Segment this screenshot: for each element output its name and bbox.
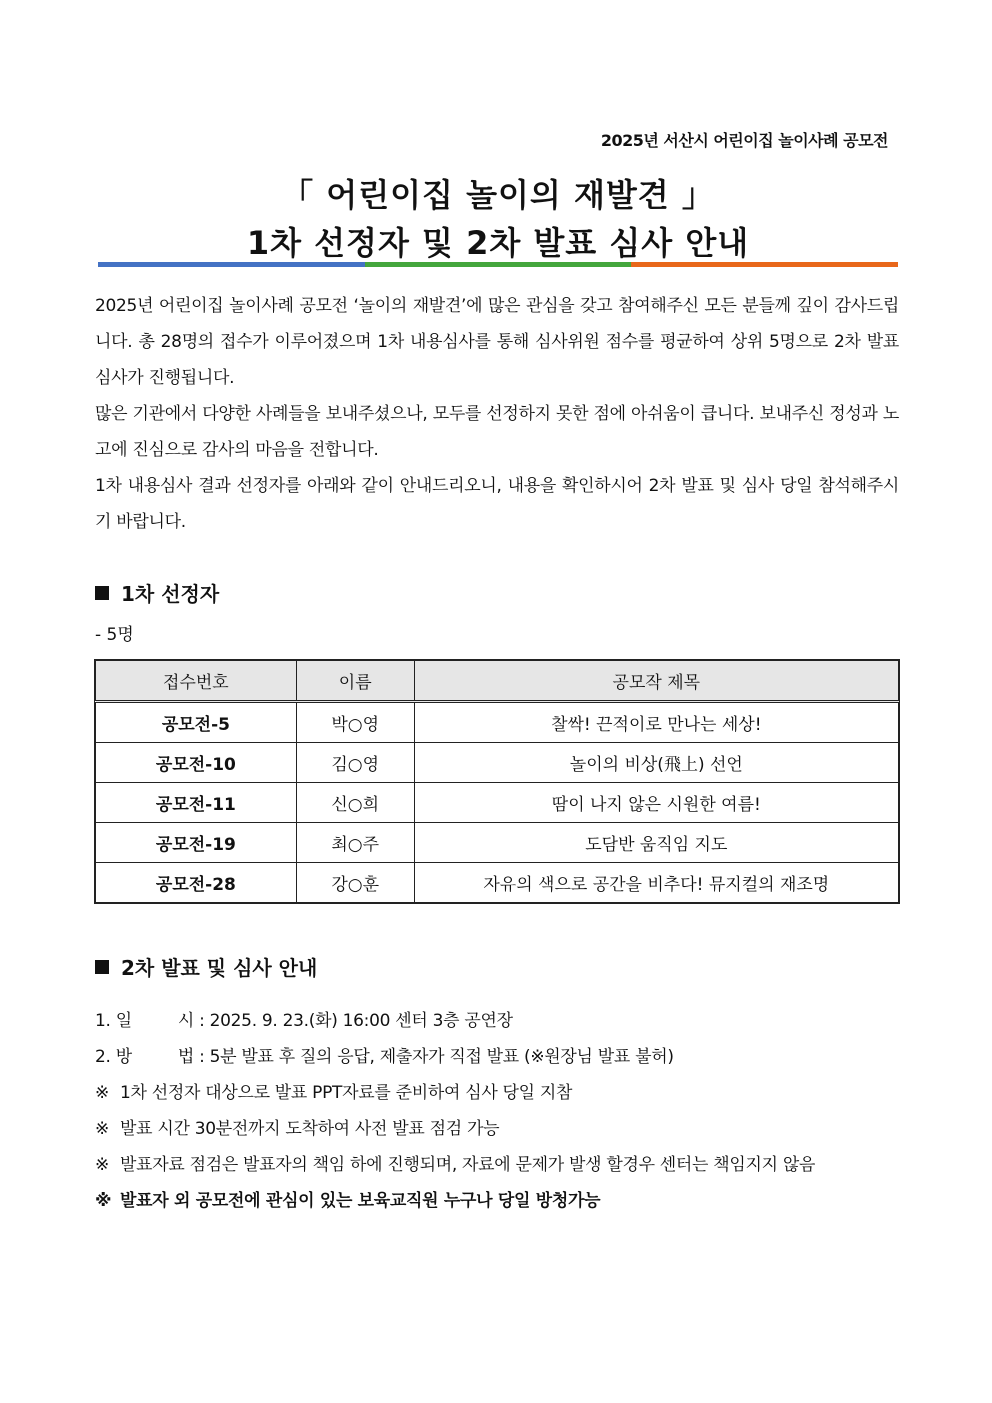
table-row: [96, 702, 899, 743]
table-row: [96, 863, 899, 903]
square-bullet-icon: [95, 960, 109, 974]
cell-work-title: 찰싹! 끈적이로 만나는 세상!: [414, 702, 898, 743]
cell-work-title: 땀이 나지 않은 시원한 여름!: [414, 783, 898, 823]
square-bullet-icon: [95, 586, 109, 600]
section-selected-title: 1차 선정자: [121, 582, 220, 606]
cell-name: 김○영: [296, 743, 414, 783]
selected-table: [95, 660, 899, 903]
datetime-label-a: 1. 일: [95, 1011, 132, 1031]
intro-paragraph-3: 1차 내용심사 결과 선정자를 아래와 같이 안내드리오니, 내용을 확인하시어 2차 발표 및 심사 당일 참석해주시기 바랍니다.: [95, 476, 899, 532]
table-row: [96, 783, 899, 823]
title-color-bar: [98, 262, 898, 267]
color-bar-green: [365, 262, 632, 267]
table-header-row: [96, 661, 899, 702]
intro-paragraph-1: 2025년 어린이집 놀이사례 공모전 ‘놀이의 재발견’에 많은 관심을 갖고 참여해주신 모든 분들께 깊이 감사드립니다. 총 28명의 접수가 이루어졌으며 1차 내용심사를 통해 심사위원 점수를 평균하여 상위 5명으로 2차 발표 심사가 진행됩니다.: [95, 296, 899, 388]
datetime-label-b: 시: [177, 1011, 194, 1031]
cell-name: 신○희: [296, 783, 414, 823]
presentation-info: [95, 1003, 899, 1219]
method-label-b: 법: [177, 1047, 194, 1067]
datetime-value: : 2025. 9. 23.(화) 16:00 센터 3층 공연장: [199, 1011, 513, 1031]
cell-work-title: 놀이의 비상(飛上) 선언: [414, 743, 898, 783]
page-title-line1: 「 어린이집 놀이의 재발견 」: [281, 176, 715, 214]
section-presentation-title: 2차 발표 및 심사 안내: [121, 956, 318, 980]
table-row: [96, 743, 899, 783]
reference-mark-icon: ※: [95, 1119, 109, 1139]
column-header-number: 접수번호: [96, 661, 297, 702]
note-item: [95, 1147, 899, 1183]
event-subtitle: 2025년 서산시 어린이집 놀이사례 공모전: [600, 131, 888, 150]
note-text: 발표자료 점검은 발표자의 책임 하에 진행되며, 자료에 문제가 발생 할경우 센터는 책임지지 않음: [120, 1155, 816, 1175]
section-selected-heading: [95, 578, 219, 607]
method-value: : 5분 발표 후 질의 응답, 제출자가 직접 발표 (※원장님 발표 불허): [199, 1047, 674, 1067]
cell-number: 공모전-28: [96, 863, 297, 903]
note-item: [95, 1075, 899, 1111]
reference-mark-icon: ※: [95, 1155, 109, 1175]
cell-number: 공모전-5: [96, 702, 297, 743]
info-item-datetime: [95, 1003, 899, 1039]
note-text: 1차 선정자 대상으로 발표 PPT자료를 준비하여 심사 당일 지참: [120, 1083, 573, 1103]
intro-paragraph-2: 많은 기관에서 다양한 사례들을 보내주셨으나, 모두를 선정하지 못한 점에 아쉬움이 큽니다. 보내주신 정성과 노고에 진심으로 감사의 마음을 전합니다.: [95, 404, 899, 460]
column-header-title: 공모작 제목: [414, 661, 898, 702]
table-row: [96, 823, 899, 863]
info-item-method: [95, 1039, 899, 1075]
cell-number: 공모전-11: [96, 783, 297, 823]
color-bar-blue: [98, 262, 365, 267]
color-bar-orange: [631, 262, 898, 267]
method-label-a: 2. 방: [95, 1047, 132, 1067]
note-text: 발표 시간 30분전까지 도착하여 사전 발표 점검 가능: [120, 1119, 500, 1139]
cell-name: 최○주: [296, 823, 414, 863]
column-header-name: 이름: [296, 661, 414, 702]
cell-name: 박○영: [296, 702, 414, 743]
section-presentation-heading: [95, 952, 317, 981]
cell-work-title: 도담반 움직임 지도: [414, 823, 898, 863]
intro-text: [95, 288, 899, 540]
page-title-line2: 1차 선정자 및 2차 발표 심사 안내: [246, 224, 750, 262]
cell-number: 공모전-10: [96, 743, 297, 783]
final-note-text: 발표자 외 공모전에 관심이 있는 보육교직원 누구나 당일 방청가능: [120, 1191, 601, 1211]
cell-name: 강○훈: [296, 863, 414, 903]
reference-mark-icon: ※: [95, 1191, 112, 1211]
note-item: [95, 1111, 899, 1147]
selected-count: - 5명: [95, 625, 134, 645]
final-note-item: [95, 1183, 899, 1219]
reference-mark-icon: ※: [95, 1083, 109, 1103]
cell-work-title: 자유의 색으로 공간을 비추다! 뮤지컬의 재조명: [414, 863, 898, 903]
cell-number: 공모전-19: [96, 823, 297, 863]
